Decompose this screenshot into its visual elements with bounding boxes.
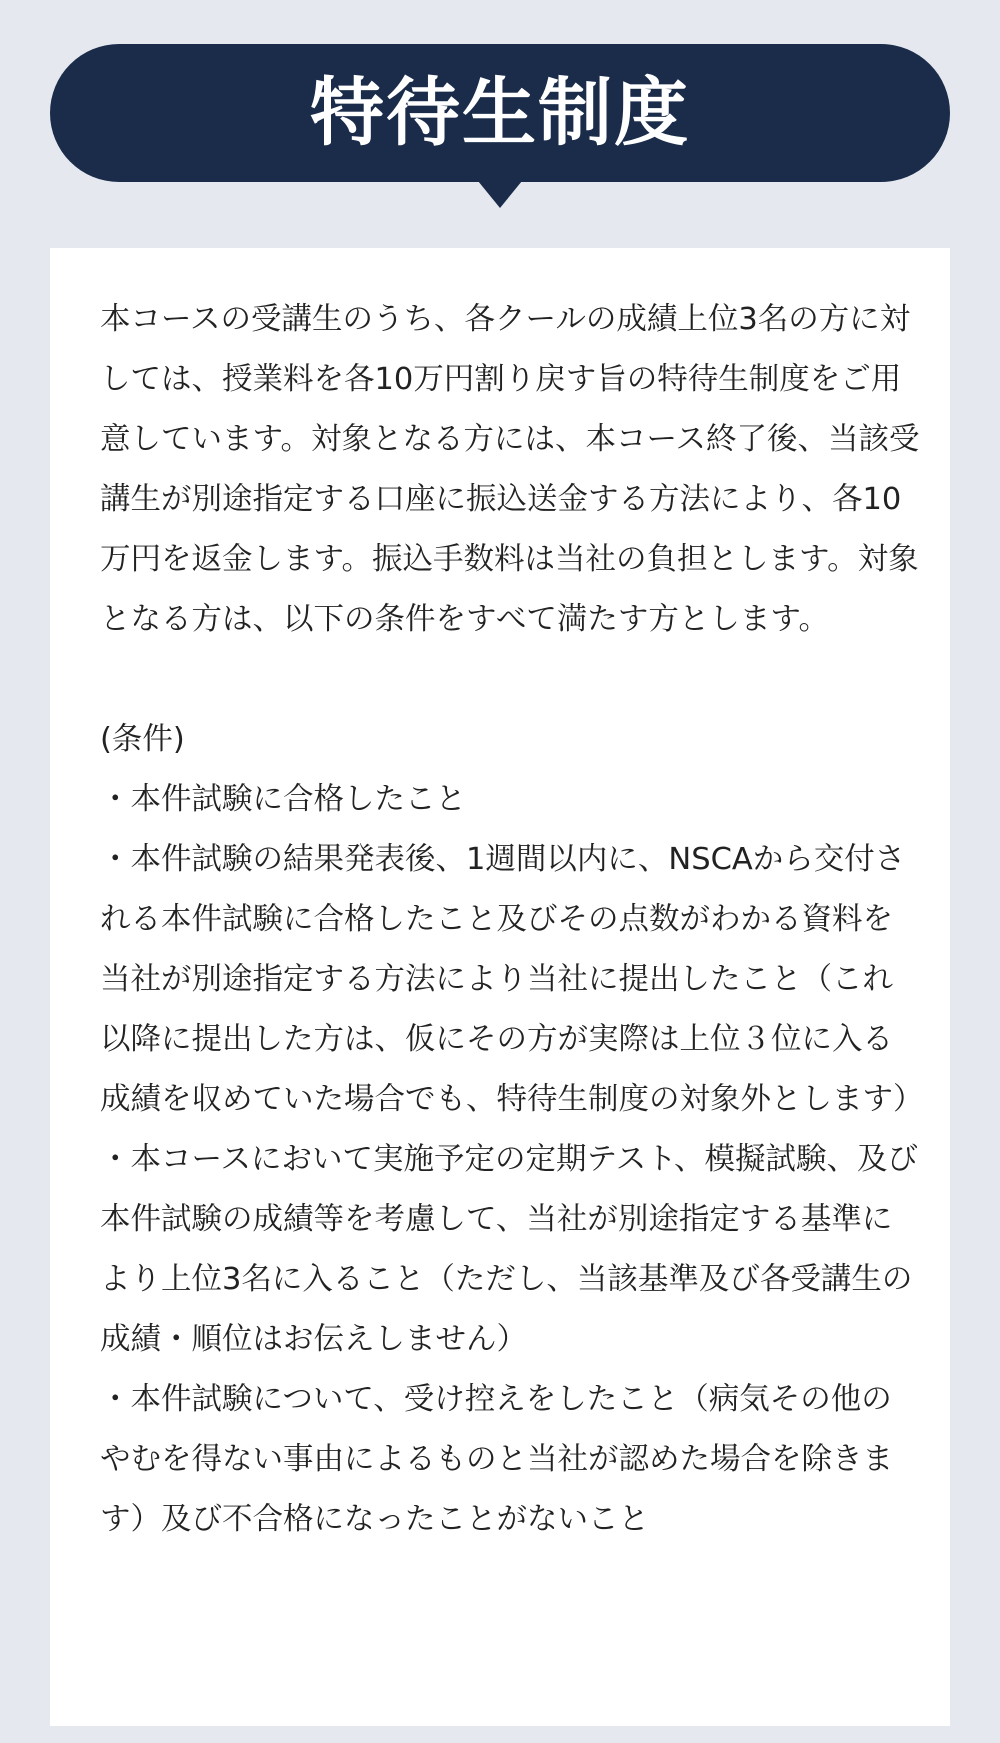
- intro-paragraph: 本コースの受講生のうち、各クールの成績上位3名の方に対しては、授業料を各10万円割り戻す旨の特待生制度をご用意しています。対象となる方には、本コース終了後、当該受講生が別途指定する口座に振込送金する方法により、各10万円を返金します。振込手数料は当社の負担とします。対象となる方は、以下の条件をすべて満たす方とします。: [100, 302, 920, 637]
- condition-item: ・本件試験の結果発表後、1週間以内に、NSCAから交付される本件試験に合格したこと及びその点数がわかる資料を当社が別途指定する方法により当社に提出したこと（これ以降に提出した方は、仮にその方が実際は上位３位に入る成績を収めていた場合でも、特待生制度の対象外とします）: [100, 842, 924, 1117]
- spacer: [100, 650, 920, 710]
- page-title: 特待生制度: [310, 70, 690, 156]
- conditions-heading: (条件): [100, 722, 185, 757]
- condition-item: ・本コースにおいて実施予定の定期テスト、模擬試験、及び本件試験の成績等を考慮して、当社が別途指定する基準により上位3名に入ること（ただし、当該基準及び各受講生の成績・順位はお伝えしません）: [100, 1142, 919, 1357]
- condition-item: ・本件試験について、受け控えをしたこと（病気その他のやむを得ない事由によるものと当社が認めた場合を除きます）及び不合格になったことがないこと: [100, 1382, 893, 1537]
- condition-item: ・本件試験に合格したこと: [100, 782, 466, 817]
- content-card: [50, 248, 950, 1726]
- title-banner: [50, 44, 950, 182]
